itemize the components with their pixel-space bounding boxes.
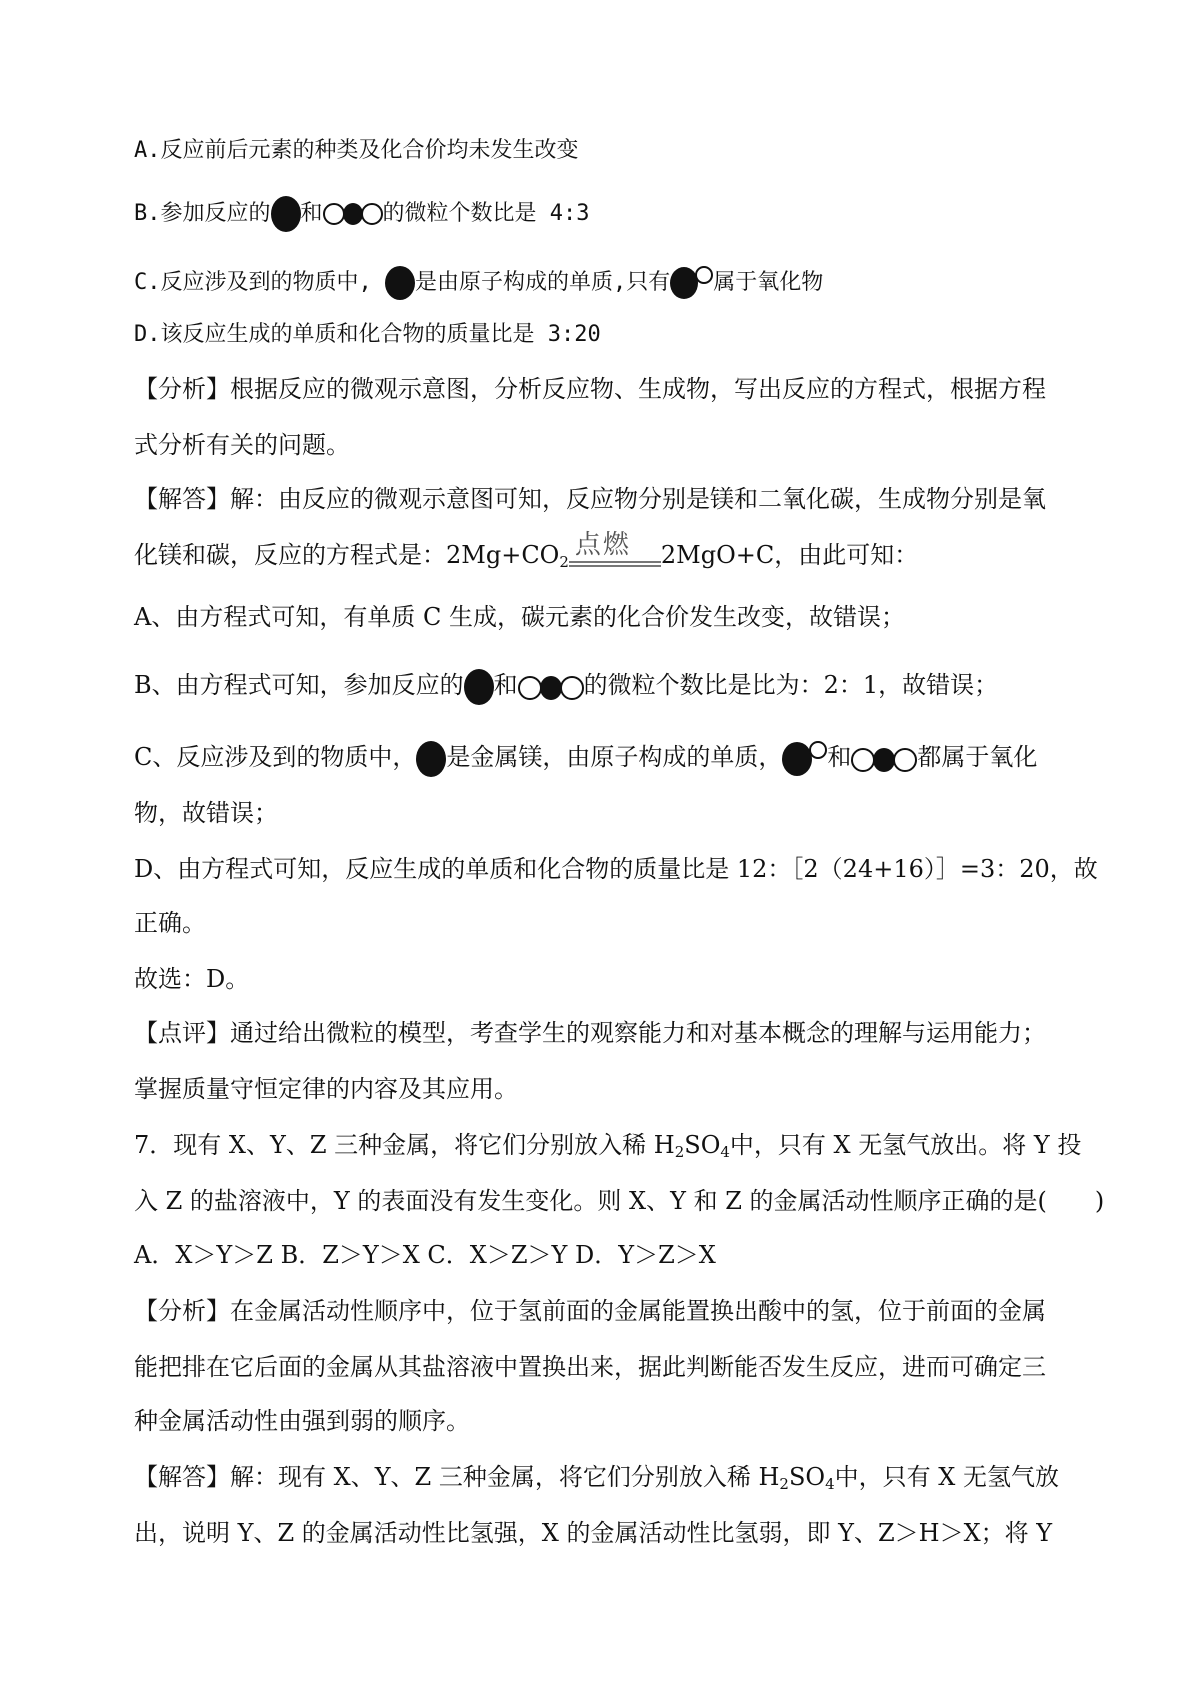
option-d: D.该反应生成的单质和化合物的质量比是 3:20	[134, 322, 601, 347]
analysis-line-1: 【分析】根据反应的微观示意图，分析反应物、生成物，写出反应的方程式，根据方程	[134, 375, 1046, 403]
co2-molecule-icon	[851, 742, 917, 776]
answer-choice: 故选：D。	[134, 965, 250, 993]
q7-answer-text-a: 【解答】解：现有 X、Y、Z 三种金属，将它们分别放入稀 H	[134, 1463, 780, 1491]
q7-text-a: 7．现有 X、Y、Z 三种金属，将它们分别放入稀 H	[134, 1131, 675, 1159]
mgo-molecule-icon	[782, 741, 827, 777]
answer-a: A、由方程式可知，有单质 C 生成，碳元素的化合价发生改变，故错误；	[134, 603, 905, 631]
q7-answer-line-1	[134, 1460, 1059, 1501]
answer-b-suffix: 的微粒个数比是比为：2：1，故错误；	[583, 671, 999, 699]
co2-molecule-icon	[518, 670, 584, 704]
option-c-middle: 是由原子构成的单质,只有	[415, 270, 671, 295]
question-7-choices: A．X＞Y＞Z B．Z＞Y＞X C．X＞Z＞Y D．Y＞Z＞X	[134, 1241, 716, 1269]
q7-answer-text-so: SO	[788, 1463, 826, 1491]
co2-molecule-icon	[323, 197, 383, 231]
q7-answer-sub-2: 2	[779, 1475, 789, 1493]
answer-b	[134, 668, 998, 705]
comment-line-2: 掌握质量守恒定律的内容及其应用。	[134, 1075, 518, 1103]
option-a: A.反应前后元素的种类及化合价均未发生改变	[134, 138, 579, 163]
mg-atom-icon	[271, 196, 301, 232]
mgo-molecule-icon	[670, 266, 713, 300]
mg-atom-icon	[464, 668, 494, 705]
equation-right: 2MgO+C，由此可知：	[660, 541, 919, 569]
answer-c-prefix: C、反应涉及到的物质中，	[134, 743, 417, 771]
option-b-suffix: 的微粒个数比是 4:3	[382, 201, 590, 226]
reaction-condition: 点燃	[574, 529, 631, 560]
q7-analysis-line-2: 能把排在它后面的金属从其盐溶液中置换出来，据此判断能否发生反应，进而可确定三	[134, 1353, 1046, 1381]
answer-d-line-2: 正确。	[134, 909, 206, 937]
q7-answer-text-b: 中，只有 X 无氢气放	[834, 1463, 1059, 1491]
answer-b-and: 和	[493, 671, 518, 699]
chemical-equation	[134, 529, 919, 579]
option-c-prefix: C.反应涉及到的物质中,	[134, 270, 372, 295]
answer-d-line-1: D、由方程式可知，反应生成的单质和化合物的质量比是 12：［2（24+16）］=3：20，故	[134, 855, 1098, 883]
answer-b-prefix: B、由方程式可知，参加反应的	[134, 671, 464, 699]
answer-c	[134, 740, 1037, 777]
q7-sub-4: 4	[720, 1143, 730, 1161]
q7-analysis-line-3: 种金属活动性由强到弱的顺序。	[134, 1407, 470, 1435]
q7-analysis-line-1: 【分析】在金属活动性顺序中，位于氢前面的金属能置换出酸中的氢，位于前面的金属	[134, 1297, 1046, 1325]
answer-c-suffix: 都属于氧化	[917, 743, 1038, 771]
q7-text-b: 中，只有 X 无氢气放出。将 Y 投	[729, 1131, 1082, 1159]
analysis-line-2: 式分析有关的问题。	[134, 431, 350, 459]
answer-c-and: 和	[827, 743, 852, 771]
q7-answer-sub-4: 4	[825, 1475, 835, 1493]
option-c	[134, 266, 823, 300]
mg-atom-icon	[385, 266, 415, 300]
reaction-arrow	[569, 529, 661, 574]
option-b	[134, 196, 590, 232]
q7-sub-2: 2	[674, 1143, 685, 1161]
answer-c-middle: 是金属镁，由原子构成的单质，	[446, 743, 783, 771]
answer-c-line-2: 物，故错误；	[134, 799, 278, 827]
option-b-prefix: B.参加反应的	[134, 201, 271, 226]
equation-left: 化镁和碳，反应的方程式是：2Mg+CO	[134, 541, 560, 569]
option-b-and: 和	[300, 201, 323, 226]
option-c-suffix: 属于氧化物	[713, 270, 824, 295]
q7-answer-line-2: 出，说明 Y、Z 的金属活动性比氢强，X 的金属活动性比氢弱，即 Y、Z＞H＞X；将 Y	[134, 1519, 1053, 1547]
question-7-line-1	[134, 1128, 1081, 1169]
question-7-line-2: 入 Z 的盐溶液中，Y 的表面没有发生变化。则 X、Y 和 Z 的金属活动性顺序正确的是( )	[134, 1187, 1105, 1215]
equation-subscript: 2	[559, 553, 569, 571]
comment-line-1: 【点评】通过给出微粒的模型，考查学生的观察能力和对基本概念的理解与运用能力；	[134, 1019, 1046, 1047]
mg-atom-icon	[416, 740, 446, 777]
answer-line-1: 【解答】解：由反应的微观示意图可知，反应物分别是镁和二氧化碳，生成物分别是氧	[134, 485, 1046, 513]
q7-text-so: SO	[684, 1131, 721, 1159]
